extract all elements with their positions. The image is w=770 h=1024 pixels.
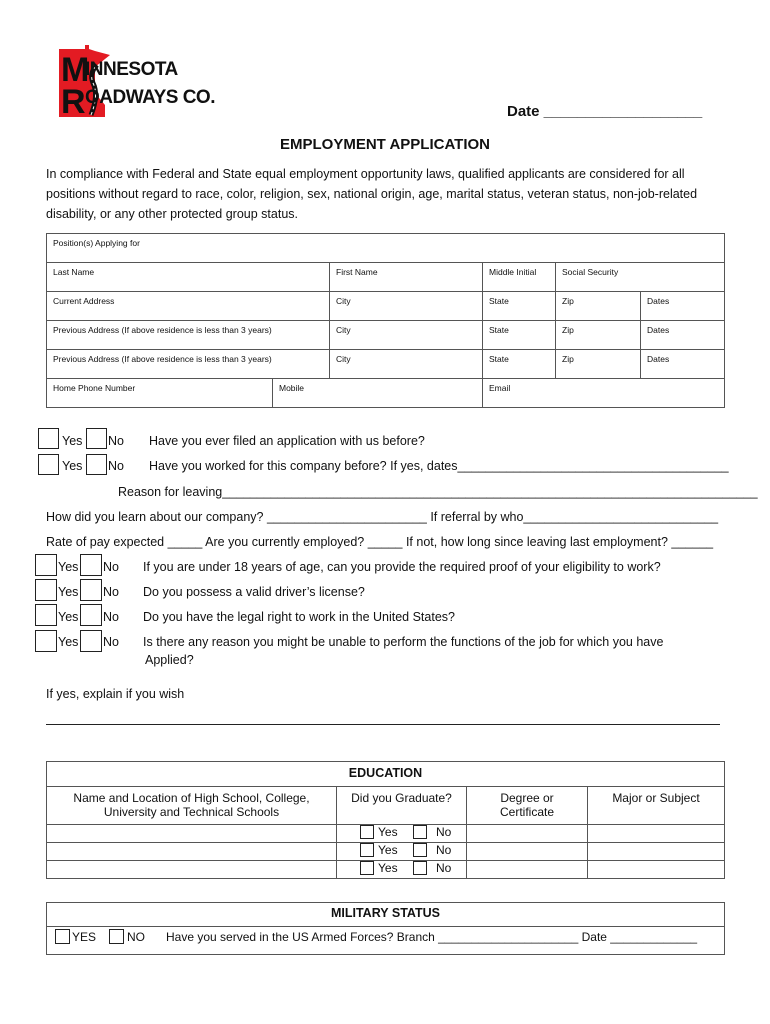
edu3-yes-label: Yes (378, 861, 398, 875)
logo-line2: OADWAYS CO. (85, 87, 215, 108)
q6-text-line2: Applied? (145, 653, 194, 667)
logo-line1: INNESOTA (85, 59, 178, 80)
edu1-no-label: No (436, 825, 452, 839)
rate-of-pay[interactable]: Rate of pay expected _____ Are you currently employed? _____ If not, how long since leaving last employment? ______ (46, 535, 714, 549)
intro-line-1: In compliance with Federal and State equal employment opportunity laws, qualified applicants are considered for all (46, 167, 685, 181)
intro-line-2: positions without regard to race, color, religion, sex, national origin, age, marital status, veteran status, non-job-related (46, 187, 698, 201)
previous-state-field-1[interactable]: State (483, 321, 556, 350)
q6-yes-checkbox[interactable] (35, 630, 57, 652)
degree-cell[interactable] (467, 843, 588, 861)
previous-zip-field-2[interactable]: Zip (556, 350, 641, 379)
logo-letter-r: R (61, 83, 86, 121)
major-cell[interactable] (588, 861, 725, 879)
q1-yes-label: Yes (62, 434, 83, 448)
current-dates-field[interactable]: Dates (641, 292, 725, 321)
q3-yes-checkbox[interactable] (35, 554, 57, 576)
current-zip-field[interactable]: Zip (556, 292, 641, 321)
middle-initial-field[interactable]: Middle Initial (483, 263, 556, 292)
q1-text: Have you ever filed an application with us before? (149, 434, 425, 448)
current-state-field[interactable]: State (483, 292, 556, 321)
degree-cell[interactable] (467, 825, 588, 843)
edu2-no-checkbox[interactable] (413, 843, 427, 857)
q3-no-label: No (103, 560, 119, 574)
edu3-no-checkbox[interactable] (413, 861, 427, 875)
previous-dates-field-2[interactable]: Dates (641, 350, 725, 379)
q3-no-checkbox[interactable] (80, 554, 102, 576)
position-field[interactable]: Position(s) Applying for (47, 234, 725, 263)
home-phone-field[interactable]: Home Phone Number (47, 379, 273, 408)
contact-info-table (46, 378, 725, 408)
q6-no-label: No (103, 635, 119, 649)
previous-address-field-2[interactable]: Previous Address (If above residence is less than 3 years) (47, 350, 330, 379)
company-logo (55, 45, 215, 120)
ssn-field[interactable]: Social Security (556, 263, 725, 292)
previous-state-field-2[interactable]: State (483, 350, 556, 379)
q5-no-label: No (103, 610, 119, 624)
edu2-no-label: No (436, 843, 452, 857)
q2-no-label: No (108, 459, 124, 473)
education-col-graduate: Did you Graduate? (337, 787, 467, 825)
previous-city-field-1[interactable]: City (330, 321, 483, 350)
q2-no-checkbox[interactable] (86, 454, 107, 475)
major-cell[interactable] (588, 843, 725, 861)
q2-text[interactable]: Have you worked for this company before? If yes, dates_______________________________________ (149, 459, 729, 473)
military-divider (46, 926, 725, 927)
q6-no-checkbox[interactable] (80, 630, 102, 652)
edu1-no-checkbox[interactable] (413, 825, 427, 839)
previous-address-field-1[interactable]: Previous Address (If above residence is less than 3 years) (47, 321, 330, 350)
q1-no-checkbox[interactable] (86, 428, 107, 449)
edu3-yes-checkbox[interactable] (360, 861, 374, 875)
current-city-field[interactable]: City (330, 292, 483, 321)
military-no-checkbox[interactable] (109, 929, 124, 944)
education-col-school: Name and Location of High School, College, University and Technical Schools (47, 787, 337, 825)
q5-yes-label: Yes (58, 610, 79, 624)
military-yes-label: YES (72, 930, 97, 944)
q4-text: Do you possess a valid driver’s license? (143, 585, 365, 599)
edu2-yes-checkbox[interactable] (360, 843, 374, 857)
q4-yes-label: Yes (58, 585, 79, 599)
explain-line[interactable] (46, 724, 720, 725)
military-title: MILITARY STATUS (330, 906, 441, 920)
q3-text: If you are under 18 years of age, can you provide the required proof of your eligibility to work? (143, 560, 661, 574)
school-cell[interactable] (47, 825, 337, 843)
date-field[interactable]: Date ___________________ (507, 103, 703, 120)
mobile-field[interactable]: Mobile (273, 379, 483, 408)
major-cell[interactable] (588, 825, 725, 843)
reason-for-leaving[interactable]: Reason for leaving_____________________________________________________________________________ (118, 485, 758, 499)
q6-text-line1: Is there any reason you might be unable to perform the functions of the job for which you have (143, 635, 664, 649)
previous-zip-field-1[interactable]: Zip (556, 321, 641, 350)
military-yes-checkbox[interactable] (55, 929, 70, 944)
page-title: EMPLOYMENT APPLICATION (280, 136, 490, 153)
last-name-field[interactable]: Last Name (47, 263, 330, 292)
learn-about-company[interactable]: How did you learn about our company? _______________________ If referral by who____________________________ (46, 510, 719, 524)
q3-yes-label: Yes (58, 560, 79, 574)
q2-yes-checkbox[interactable] (38, 454, 59, 475)
school-cell[interactable] (47, 843, 337, 861)
q6-yes-label: Yes (58, 635, 79, 649)
q4-yes-checkbox[interactable] (35, 579, 57, 601)
explain-label: If yes, explain if you wish (46, 687, 185, 701)
edu1-yes-checkbox[interactable] (360, 825, 374, 839)
intro-line-3: disability, or any other protected group status. (46, 207, 298, 221)
q4-no-label: No (103, 585, 119, 599)
previous-city-field-2[interactable]: City (330, 350, 483, 379)
edu1-yes-label: Yes (378, 825, 398, 839)
edu3-no-label: No (436, 861, 452, 875)
education-col-major: Major or Subject (588, 787, 725, 825)
military-question[interactable]: Have you served in the US Armed Forces? Branch _____________________ Date _____________ (166, 930, 698, 944)
logo-letter-m: M (61, 51, 90, 89)
education-title: EDUCATION (47, 762, 725, 787)
degree-cell[interactable] (467, 861, 588, 879)
school-cell[interactable] (47, 861, 337, 879)
q1-no-label: No (108, 434, 124, 448)
previous-dates-field-1[interactable]: Dates (641, 321, 725, 350)
current-address-field[interactable]: Current Address (47, 292, 330, 321)
q2-yes-label: Yes (62, 459, 83, 473)
edu2-yes-label: Yes (378, 843, 398, 857)
first-name-field[interactable]: First Name (330, 263, 483, 292)
q4-no-checkbox[interactable] (80, 579, 102, 601)
q1-yes-checkbox[interactable] (38, 428, 59, 449)
q5-text: Do you have the legal right to work in the United States? (143, 610, 455, 624)
email-field[interactable]: Email (483, 379, 725, 408)
q5-no-checkbox[interactable] (80, 604, 102, 626)
q5-yes-checkbox[interactable] (35, 604, 57, 626)
military-no-label: NO (127, 930, 145, 944)
education-col-degree: Degree or Certificate (467, 787, 588, 825)
personal-info-table (46, 233, 725, 379)
